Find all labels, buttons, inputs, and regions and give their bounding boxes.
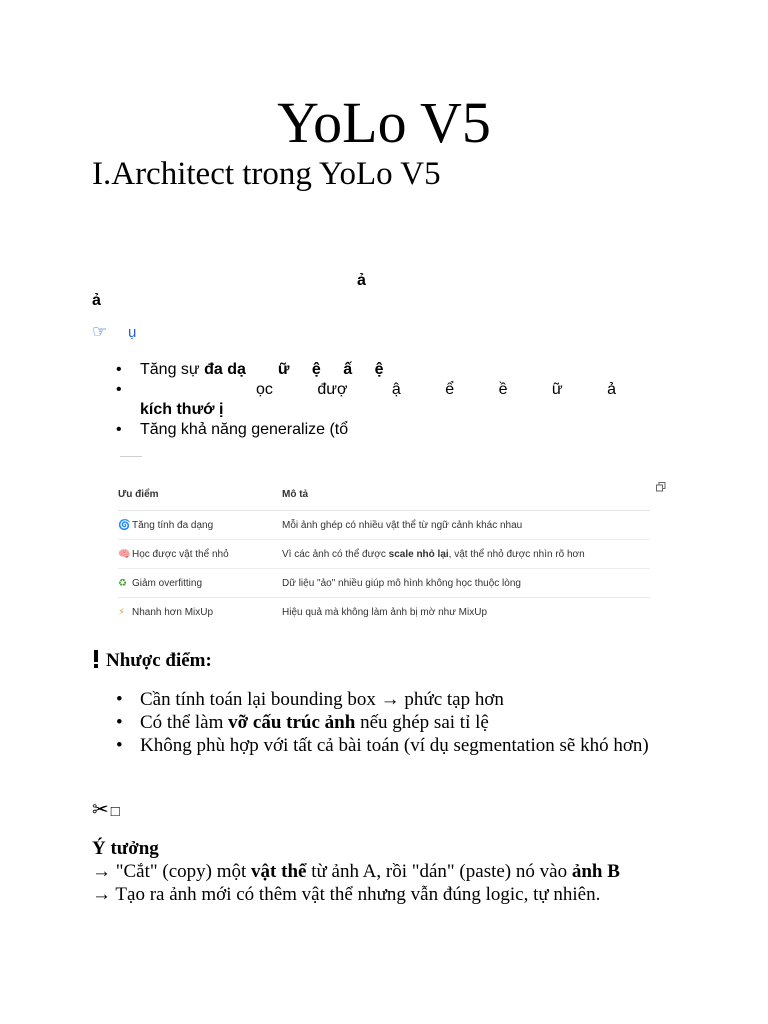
scissors-line bbox=[92, 798, 120, 824]
cons-bullet-list bbox=[92, 688, 672, 757]
pointing-hand-icon: ☞ bbox=[92, 322, 108, 341]
list-item: • Có thể làm vỡ cấu trúc ảnh nếu ghép sai tỉ lệ bbox=[92, 711, 672, 734]
list-item: • Cần tính toán lại bounding box → phức tạp hơn bbox=[92, 688, 672, 711]
list-item: • Tăng sự đa dạ ữ ệ ấ ệ bbox=[92, 360, 652, 380]
column-header: Mô tả bbox=[282, 478, 650, 511]
table-row: 🧠 Học được vật thể nhỏ Vì các ảnh có thể được scale nhỏ lại, vật thể nhỏ được nhìn rõ hơn bbox=[118, 540, 650, 569]
divider bbox=[120, 456, 142, 457]
comparison-table bbox=[118, 478, 650, 626]
cons-heading: Nhược điểm: bbox=[92, 648, 212, 674]
table-row: ⚡ Nhanh hơn MixUp Hiệu quả mà không làm ảnh bị mờ như MixUp bbox=[118, 606, 488, 618]
spiral-icon: 🌀 bbox=[118, 519, 131, 531]
scissors-icon: ✂ bbox=[92, 799, 109, 821]
copy-icon[interactable] bbox=[656, 482, 666, 492]
text-fragment: ả bbox=[92, 292, 101, 309]
table-header-row bbox=[118, 478, 650, 511]
pros-bullet-list bbox=[92, 360, 652, 440]
table-row: ♻ Giảm overfitting Dữ liệu "ảo" nhiều giúp mô hình không học thuộc lòng bbox=[118, 569, 650, 598]
brain-icon: 🧠 bbox=[118, 548, 131, 560]
lightning-icon: ⚡ bbox=[118, 606, 126, 618]
text-fragment: ụ bbox=[128, 324, 137, 341]
text-fragment: ả bbox=[357, 272, 366, 289]
exclamation-icon bbox=[92, 650, 100, 668]
list-item: • Không phù hợp với tất cả bài toán (ví dụ segmentation sẽ khó hơn) bbox=[92, 734, 672, 757]
recycle-icon: ♻ bbox=[118, 577, 127, 589]
document-title: YoLo V5 bbox=[277, 90, 491, 155]
idea-text: → Tạo ra ảnh mới có thêm vật thể nhưng vẫn đúng logic, tự nhiên. bbox=[92, 884, 601, 905]
table-row: 🌀 Tăng tính đa dạng Mỗi ảnh ghép có nhiều vật thể từ ngữ cảnh khác nhau bbox=[118, 511, 650, 540]
column-header: Ưu điểm bbox=[118, 478, 282, 511]
section-heading: I.Architect trong YoLo V5 bbox=[92, 156, 441, 192]
idea-text: → "Cắt" (copy) một vật thể từ ảnh A, rồi "dán" (paste) nó vào ảnh B bbox=[92, 861, 620, 882]
missing-glyph-icon: □ bbox=[110, 803, 120, 820]
idea-title: Ý tưởng bbox=[92, 838, 159, 859]
list-item: • Tăng khả năng generalize (tổ bbox=[92, 420, 652, 440]
list-item: • ọc đượ ậ ể ề ữ ả kích thướ ị bbox=[92, 380, 652, 420]
